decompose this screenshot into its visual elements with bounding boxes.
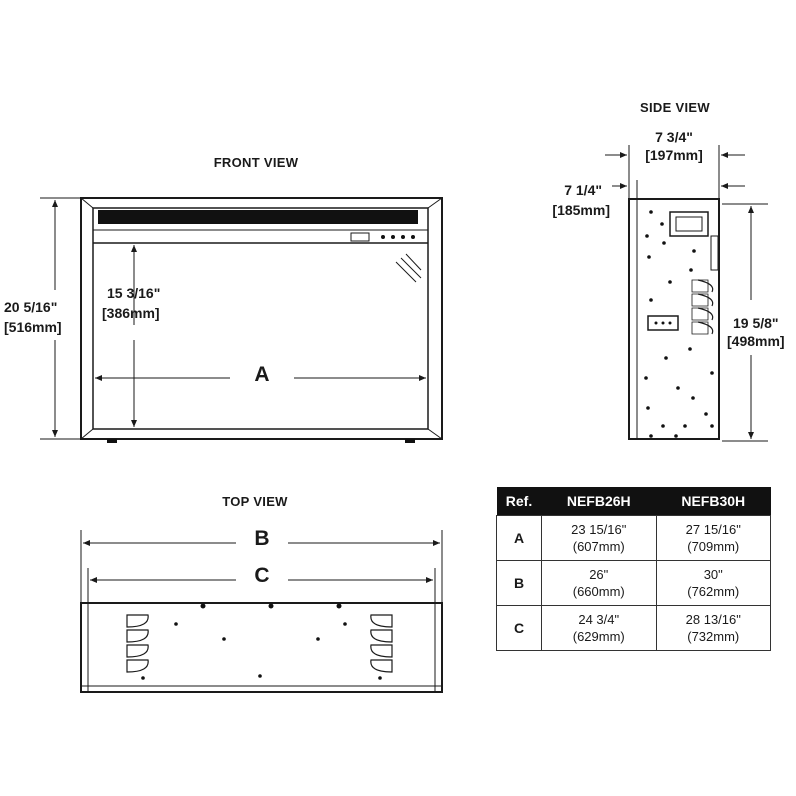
front-height-mm-label: [516mm] (4, 319, 62, 335)
side-depth-mm-label: [197mm] (645, 147, 703, 163)
opening-height-label: 15 3/16" (107, 285, 161, 301)
value-mm: (629mm) (572, 629, 625, 644)
front-dimension-lines (40, 198, 426, 439)
dimension-ref-b: B (254, 527, 270, 550)
value-inches: 23 15/16" (571, 522, 627, 537)
cell-model-26 (542, 561, 657, 606)
top-outer-frame (81, 603, 442, 692)
value-mm: (709mm) (687, 539, 740, 554)
header-model-30: NEFB30H (656, 487, 771, 516)
header-model-26: NEFB26H (542, 487, 657, 516)
opening-height-mm-label: [386mm] (102, 305, 160, 321)
side-body-depth-label: 7 1/4" (564, 182, 602, 198)
side-height-label: 19 5/8" (733, 315, 779, 331)
table-header-row (497, 487, 771, 516)
cell-model-26 (542, 606, 657, 651)
value-mm: (732mm) (687, 629, 740, 644)
row-ref: C (497, 606, 542, 651)
row-ref: A (497, 516, 542, 561)
row-ref: B (497, 561, 542, 606)
side-height-mm-label: [498mm] (727, 333, 785, 349)
value-inches: 27 15/16" (685, 522, 741, 537)
dimension-ref-c: C (254, 564, 270, 587)
side-front-flange (629, 199, 637, 439)
top-rivets (141, 604, 382, 680)
cell-model-26 (542, 516, 657, 561)
side-body-depth-mm-label: [185mm] (552, 202, 610, 218)
table-row (497, 561, 771, 606)
header-ref: Ref. (497, 487, 542, 516)
front-height-label: 20 5/16" (4, 299, 58, 315)
cell-model-30 (656, 561, 771, 606)
side-depth-label: 7 3/4" (655, 129, 693, 145)
value-mm: (607mm) (572, 539, 625, 554)
value-inches: 26" (589, 567, 609, 582)
value-mm: (660mm) (572, 584, 625, 599)
side-body (629, 199, 719, 439)
front-view-title: FRONT VIEW (213, 155, 299, 170)
value-inches: 28 13/16" (685, 612, 741, 627)
value-mm: (762mm) (687, 584, 740, 599)
top-view-title: TOP VIEW (222, 494, 288, 509)
table-row (497, 606, 771, 651)
side-view-drawing (629, 199, 719, 439)
value-inches: 24 3/4" (578, 612, 620, 627)
top-view-drawing (81, 603, 442, 692)
heater-vent (98, 210, 418, 224)
dimension-table (496, 487, 771, 651)
control-panel (351, 233, 369, 241)
value-inches: 30" (703, 567, 723, 582)
cell-model-30 (656, 606, 771, 651)
dimension-ref-a: A (254, 363, 270, 386)
side-view-title: SIDE VIEW (640, 100, 710, 115)
table-row (497, 516, 771, 561)
cell-model-30 (656, 516, 771, 561)
